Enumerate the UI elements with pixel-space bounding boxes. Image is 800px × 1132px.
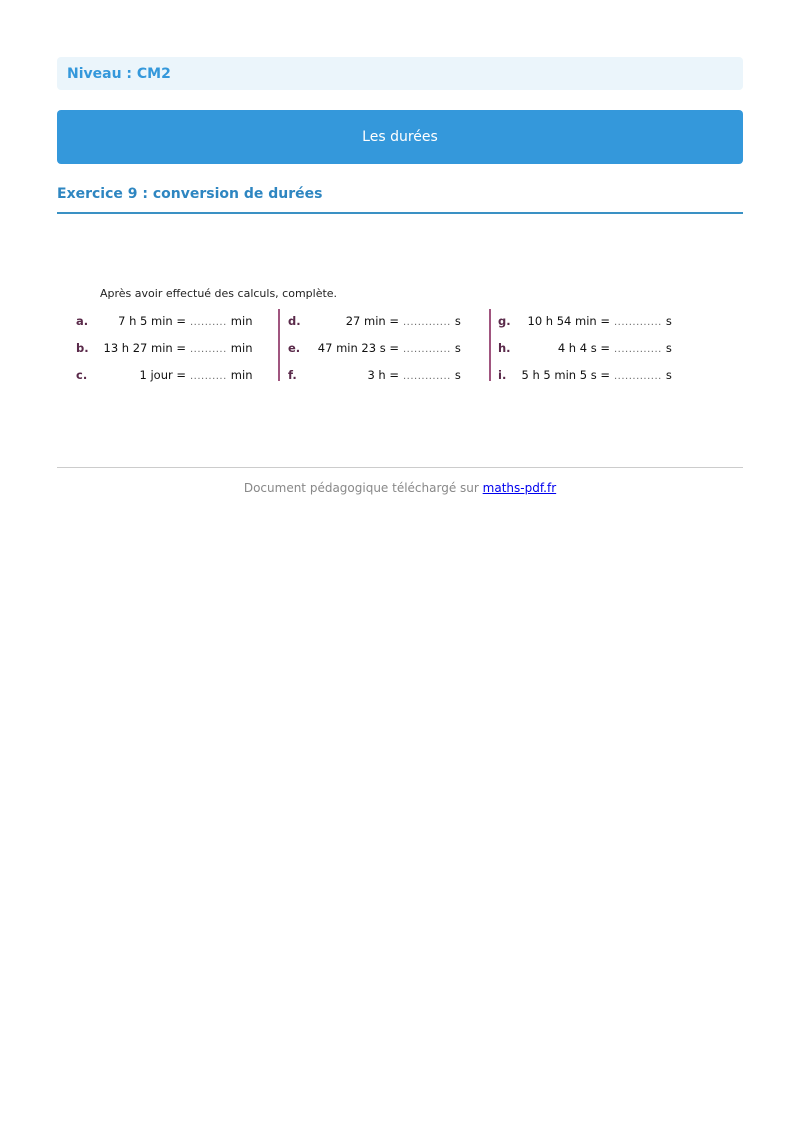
page-title: Les durées [57, 110, 743, 164]
item-letter: g. [498, 314, 511, 328]
answer-blank: .......... [190, 317, 227, 328]
item-expression: 27 min = [345, 314, 399, 328]
column-divider [278, 309, 280, 381]
answer-blank: ............. [403, 344, 451, 355]
footer-text: Document pédagogique téléchargé sur [243, 481, 479, 495]
item-unit: s [665, 341, 672, 355]
exercise-instruction: Après avoir effectué des calculs, complète. [100, 287, 338, 300]
item-expression: 10 h 54 min = [527, 314, 610, 328]
footer-divider [57, 467, 743, 468]
column-divider [489, 309, 491, 381]
item-unit: s [454, 341, 461, 355]
exercise-item [76, 314, 276, 330]
item-unit: s [454, 368, 461, 382]
item-letter: d. [288, 314, 301, 328]
item-letter: b. [76, 341, 89, 355]
footer-link[interactable]: maths-pdf.fr [482, 481, 557, 495]
item-letter: i. [498, 368, 507, 382]
exercise-item [498, 314, 698, 330]
item-unit: min [230, 314, 253, 328]
answer-blank: ............. [614, 344, 662, 355]
footer [0, 481, 800, 495]
item-unit: s [665, 368, 672, 382]
item-letter: a. [76, 314, 89, 328]
item-unit: min [230, 341, 253, 355]
item-letter: f. [288, 368, 297, 382]
answer-blank: ............. [614, 371, 662, 382]
item-unit: s [665, 314, 672, 328]
exercise-item [288, 368, 483, 384]
exercise-item [76, 368, 276, 384]
item-letter: e. [288, 341, 301, 355]
item-expression: 1 jour = [139, 368, 186, 382]
answer-blank: ............. [403, 317, 451, 328]
item-expression: 13 h 27 min = [103, 341, 186, 355]
answer-blank: ............. [403, 371, 451, 382]
answer-blank: ............. [614, 317, 662, 328]
item-letter: h. [498, 341, 511, 355]
item-letter: c. [76, 368, 88, 382]
exercise-divider [57, 212, 743, 214]
exercise-title: Exercice 9 : conversion de durées [57, 186, 323, 202]
item-expression: 7 h 5 min = [118, 314, 186, 328]
answer-blank: .......... [190, 344, 227, 355]
level-label: Niveau : CM2 [57, 57, 743, 90]
exercise-item [288, 341, 483, 357]
item-unit: min [230, 368, 253, 382]
item-unit: s [454, 314, 461, 328]
item-expression: 3 h = [367, 368, 399, 382]
exercise-item [288, 314, 483, 330]
exercise-item [76, 341, 276, 357]
item-expression: 5 h 5 min 5 s = [521, 368, 610, 382]
exercise-item [498, 368, 698, 384]
item-expression: 47 min 23 s = [317, 341, 399, 355]
item-expression: 4 h 4 s = [557, 341, 610, 355]
exercise-item [498, 341, 698, 357]
answer-blank: .......... [190, 371, 227, 382]
